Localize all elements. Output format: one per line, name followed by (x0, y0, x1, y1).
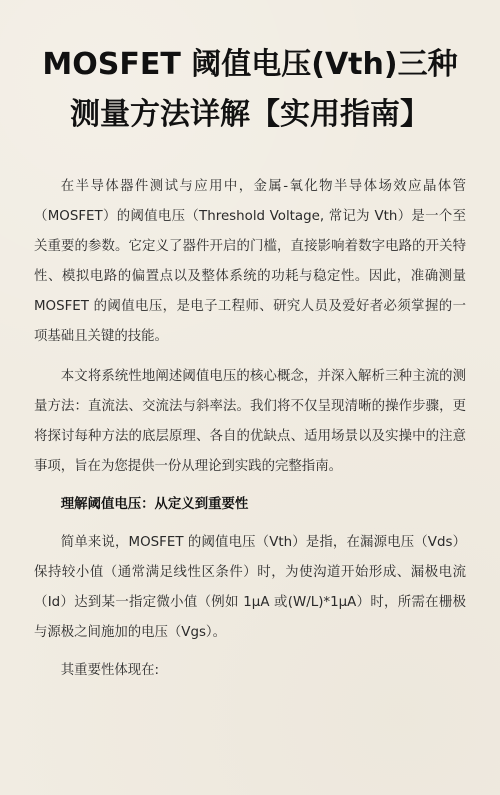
section-paragraph-1: 简单来说，MOSFET 的阈值电压（Vth）是指，在漏源电压（Vds）保持较小值（通常满足线性区条件）时，为使沟道开始形成、漏极电流（Id）达到某一指定微小值（例如 1μA 或(W/L)*1μA）时，所需在栅极与源极之间施加的电压（Vgs）。 (34, 535, 466, 640)
section-paragraph-2: 其重要性体现在: (60, 663, 160, 678)
article-body (34, 172, 466, 686)
intro-paragraph-2: 本文将系统性地阐述阈值电压的核心概念，并深入解析三种主流的测量方法：直流法、交流法与斜率法。我们将不仅呈现清晰的操作步骤，更将探讨每种方法的底层原理、各自的优缺点、适用场景以及实操中的注意事项，旨在为您提供一份从理论到实践的完整指南。 (34, 369, 466, 474)
intro-paragraph-1: 在半导体器件测试与应用中，金属-氧化物半导体场效应晶体管（MOSFET）的阈值电压（Threshold Voltage, 常记为 Vth）是一个至关重要的参数。它定义了器件开启的门槛，直接影响着数字电路的开关特性、模拟电路的偏置点以及整体系统的功耗与稳定性。因此，准确测量 MOSFET 的阈值电压，是电子工程师、研究人员及爱好者必须掌握的一项基础且关键的技能。 (34, 179, 466, 344)
title-line-2: 测量方法详解【实用指南】 (70, 97, 430, 132)
article-title (34, 40, 466, 140)
section-heading: 理解阈值电压：从定义到重要性 (60, 497, 249, 512)
title-line-1: MOSFET 阈值电压(Vth)三种 (42, 47, 458, 82)
